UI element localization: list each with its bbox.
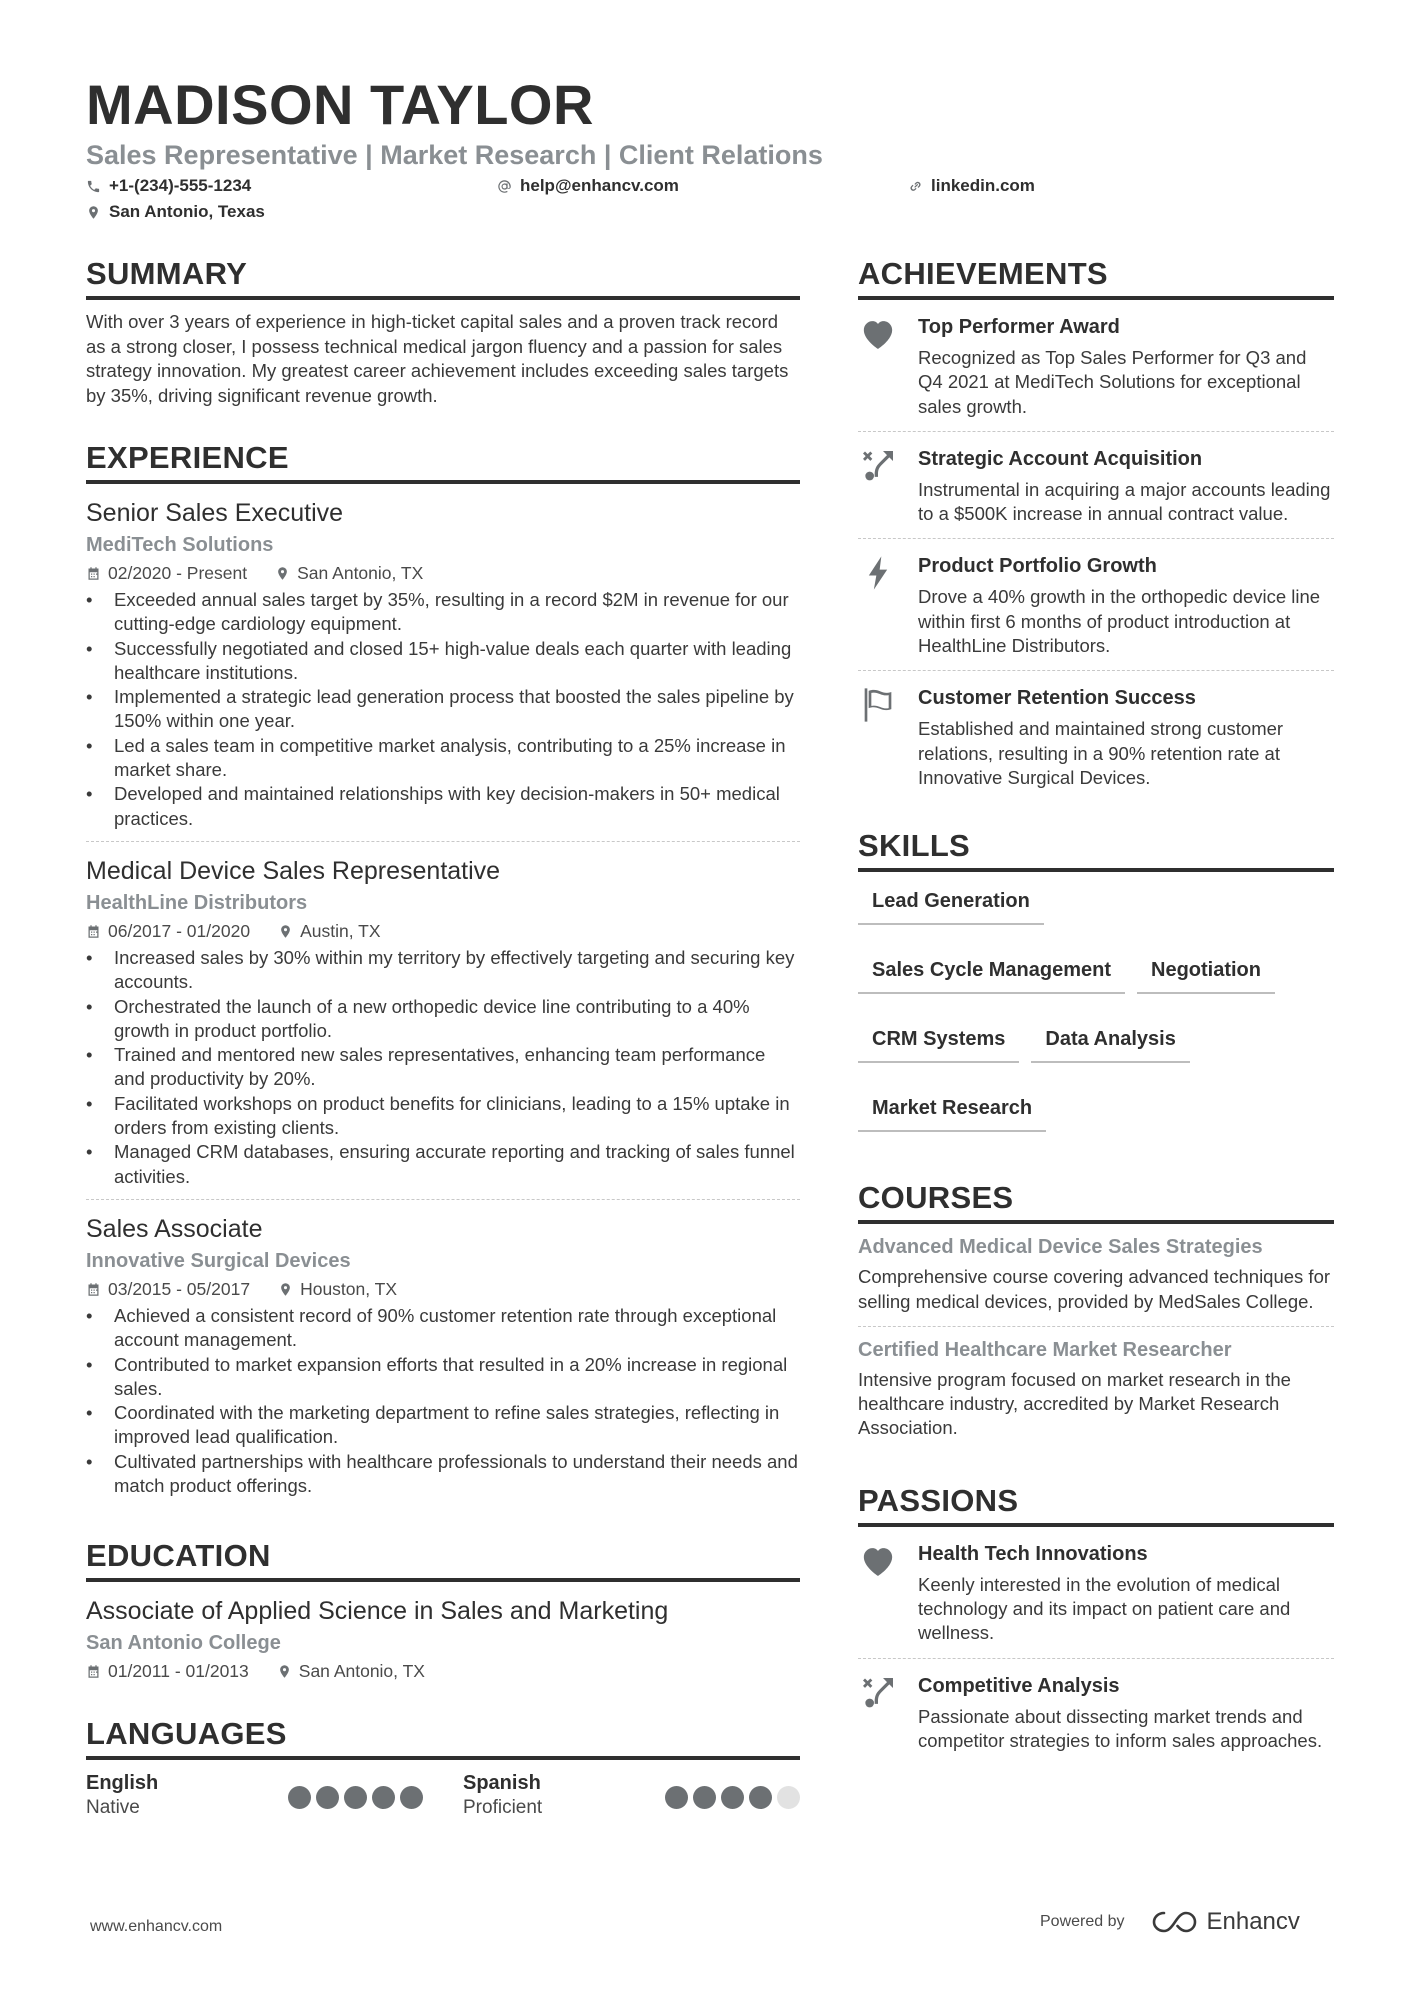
achievements-desc: Instrumental in acquiring a major accounts leading to a $500K increase in annual contract value. [918, 478, 1331, 525]
education-degree: Associate of Applied Science in Sales and Marketing [86, 1597, 669, 1626]
job-title: Senior Sales Executive [86, 499, 344, 527]
job-meta [86, 1279, 800, 1300]
location-pin-icon [277, 1664, 292, 1679]
rating-dot [316, 1786, 339, 1809]
job-entry [86, 1214, 800, 1508]
job-dates-text: 02/2020 - Present [108, 563, 248, 583]
language-list [86, 1772, 800, 1819]
education-meta [86, 1661, 800, 1682]
passion-list [858, 1527, 1334, 1765]
heart-icon [858, 314, 918, 419]
achievements-item [858, 432, 1334, 540]
powered-by-text: Powered by [1040, 1913, 1125, 1930]
course-title: Advanced Medical Device Sales Strategies [858, 1236, 1263, 1259]
course-desc: Comprehensive course covering advanced techniques for selling medical devices, provided by MedSales College. [858, 1266, 1331, 1312]
course-item [858, 1224, 1334, 1327]
job-list [86, 498, 800, 1508]
skill-tag: CRM Systems [858, 1026, 1019, 1063]
skill-tag: Lead Generation [858, 888, 1044, 925]
strategy-icon [858, 1673, 918, 1754]
course-list [858, 1224, 1334, 1452]
heart-icon [858, 1541, 918, 1646]
location-text: San Antonio, Texas [109, 202, 265, 221]
achievements-desc: Recognized as Top Sales Performer for Q3 and Q4 2021 at MediTech Solutions for exceptional sales growth. [918, 347, 1307, 417]
rating-dot [400, 1786, 423, 1809]
job-bullets [86, 1304, 800, 1498]
achievements-section [858, 256, 1334, 802]
contact-phone [86, 176, 251, 196]
passions-desc: Keenly interested in the evolution of medical technology and its impact on patient care and wellness. [918, 1573, 1291, 1644]
job-dates [86, 921, 250, 942]
job-bullet: • Developed and maintained relationships with key decision-makers in 50+ medical practices. [86, 782, 800, 831]
calendar-icon [86, 1282, 101, 1297]
job-location [278, 1279, 397, 1300]
candidate-name: MADISON TAYLOR [86, 73, 594, 136]
passions-section [858, 1483, 1334, 1765]
calendar-icon [86, 566, 101, 581]
skill-tag: Sales Cycle Management [858, 957, 1125, 994]
course-title: Certified Healthcare Market Researcher [858, 1338, 1232, 1361]
skills-title: SKILLS [858, 828, 1334, 872]
job-location [278, 921, 380, 942]
job-dates-text: 06/2017 - 01/2020 [108, 920, 251, 941]
rating-dot [344, 1786, 367, 1809]
calendar-icon [86, 1664, 101, 1679]
passions-item [858, 1527, 1334, 1659]
job-entry [86, 498, 800, 842]
phone-icon [86, 179, 101, 194]
language-level: Proficient [463, 1797, 543, 1819]
course-desc: Intensive program focused on market research in the healthcare industry, accredited by Market Research Association. [858, 1368, 1291, 1439]
languages-title: LANGUAGES [86, 1716, 800, 1760]
contact-location [86, 202, 265, 222]
achievements-title: Product Portfolio Growth [918, 555, 1157, 578]
job-bullet: • Successfully negotiated and closed 15+ high-value deals each quarter with leading healthcare institutions. [86, 637, 800, 686]
flag-icon [858, 685, 918, 790]
linkedin-link[interactable]: linkedin.com [931, 176, 1035, 195]
footer-website[interactable]: www.enhancv.com [90, 1918, 223, 1935]
achievement-list [858, 300, 1334, 802]
passions-desc: Passionate about dissecting market trends and competitor strategies to inform sales approaches. [918, 1705, 1323, 1751]
passions-title: PASSIONS [858, 1483, 1334, 1527]
contact-linkedin[interactable] [908, 176, 1035, 196]
language-name: Spanish [463, 1772, 541, 1795]
job-location-text: Houston, TX [300, 1278, 398, 1299]
job-bullet: • Achieved a consistent record of 90% customer retention rate through exceptional account management. [86, 1304, 800, 1353]
education-location-text: San Antonio, TX [298, 1661, 425, 1682]
job-meta [86, 563, 800, 584]
language-item [463, 1772, 800, 1819]
achievements-title: Strategic Account Acquisition [918, 447, 1203, 470]
achievements-item [858, 300, 1334, 432]
education-dates-text: 01/2011 - 01/2013 [108, 1661, 249, 1682]
achievements-desc: Established and maintained strong customer relations, resulting in a 90% retention rate at Innovative Surgical Devices. [918, 718, 1284, 788]
skill-list [858, 888, 1334, 1148]
rating-dot [288, 1786, 311, 1809]
job-company: MediTech Solutions [86, 534, 274, 556]
job-bullet: • Trained and mentored new sales representatives, enhancing team performance and productivity by 20%. [86, 1043, 800, 1092]
achievements-title: ACHIEVEMENTS [858, 256, 1334, 300]
location-pin-icon [278, 1282, 293, 1297]
location-pin-icon [86, 205, 101, 220]
job-bullet: • Managed CRM databases, ensuring accurate reporting and tracking of sales funnel activities. [86, 1140, 800, 1189]
passions-title: Health Tech Innovations [918, 1542, 1148, 1565]
job-bullet: • Facilitated workshops on product benefits for clinicians, leading to a 15% uptake in orders from existing clients. [86, 1092, 800, 1141]
job-bullet: • Coordinated with the marketing department to refine sales strategies, reflecting in improved lead qualification. [86, 1401, 800, 1450]
language-name: English [86, 1772, 159, 1795]
education-school: San Antonio College [86, 1632, 281, 1655]
job-bullet: • Increased sales by 30% within my territory by effectively targeting and securing key accounts. [86, 946, 800, 995]
summary-title: SUMMARY [86, 256, 800, 300]
job-title: Medical Device Sales Representative [86, 856, 501, 885]
skills-section [858, 828, 1334, 1148]
job-bullets [86, 588, 800, 831]
at-icon [497, 179, 512, 194]
link-icon [908, 179, 923, 194]
location-pin-icon [278, 924, 293, 939]
job-location [275, 563, 423, 584]
summary-text: With over 3 years of experience in high-ticket capital sales and a proven track record as a strong closer, I possess technical medical jargon fluency and a passion for sales strategy innovation. My greatest career achievement includes exceeding sales targets by 35%, driving significant revenue growth. [86, 311, 789, 406]
job-location-text: San Antonio, TX [297, 563, 424, 583]
rating-dot [372, 1786, 395, 1809]
job-bullet: • Implemented a strategic lead generation process that boosted the sales pipeline by 150% within one year. [86, 685, 800, 734]
job-title: Sales Associate [86, 1214, 263, 1243]
skill-tag: Market Research [858, 1095, 1046, 1132]
email-link[interactable]: help@enhancv.com [520, 176, 679, 195]
language-item [86, 1772, 463, 1819]
education-location [277, 1661, 425, 1682]
job-meta [86, 921, 800, 942]
right-column [858, 256, 1334, 1765]
job-bullet: • Cultivated partnerships with healthcare professionals to understand their needs and match product offerings. [86, 1450, 800, 1499]
rating-dot [721, 1786, 744, 1809]
enhancv-logo[interactable] [1151, 1908, 1300, 1936]
job-entry [86, 856, 800, 1200]
language-rating [288, 1786, 423, 1819]
achievements-title: Top Performer Award [918, 316, 1120, 338]
job-bullet: • Led a sales team in competitive market analysis, contributing to a 25% increase in market share. [86, 734, 800, 783]
location-pin-icon [275, 566, 290, 581]
course-item [858, 1327, 1334, 1453]
language-rating [665, 1786, 800, 1819]
skill-tag: Negotiation [1137, 957, 1275, 994]
summary-section [86, 256, 800, 408]
rating-dot [693, 1786, 716, 1809]
education-title: EDUCATION [86, 1538, 800, 1582]
job-bullet: • Exceeded annual sales target by 35%, resulting in a record $2M in revenue for our cutting-edge cardiology equipment. [86, 588, 800, 637]
job-dates [86, 1279, 250, 1300]
job-dates [86, 563, 247, 584]
job-location-text: Austin, TX [300, 920, 381, 941]
rating-dot [777, 1786, 800, 1809]
headline: Sales Representative | Market Research | Client Relations [86, 140, 823, 170]
passions-item [858, 1659, 1334, 1766]
contact-email[interactable] [497, 176, 679, 196]
footer-branding [1040, 1908, 1300, 1936]
achievements-title: Customer Retention Success [918, 687, 1196, 710]
job-bullet: • Orchestrated the launch of a new orthopedic device line contributing to a 40% growth in product portfolio. [86, 995, 800, 1044]
achievements-desc: Drove a 40% growth in the orthopedic device line within first 6 months of product introduction at HealthLine Distributors. [918, 586, 1321, 657]
achievements-item [858, 671, 1334, 802]
achievements-item [858, 539, 1334, 671]
education-dates [86, 1661, 249, 1682]
rating-dot [749, 1786, 772, 1809]
passions-title: Competitive Analysis [918, 1674, 1120, 1697]
language-level: Native [86, 1797, 140, 1819]
strategy-icon [858, 446, 918, 527]
calendar-icon [86, 924, 101, 939]
courses-title: COURSES [858, 1180, 1334, 1224]
education-section [86, 1538, 800, 1682]
left-column [86, 256, 800, 1819]
rating-dot [665, 1786, 688, 1809]
job-dates-text: 03/2015 - 05/2017 [108, 1278, 251, 1299]
skill-tag: Data Analysis [1031, 1026, 1189, 1063]
experience-section [86, 440, 800, 1508]
infinity-logo-icon [1151, 1909, 1199, 1935]
phone-text: +1-(234)-555-1234 [109, 176, 252, 195]
experience-title: EXPERIENCE [86, 440, 800, 484]
languages-section [86, 1716, 800, 1819]
job-company: HealthLine Distributors [86, 891, 308, 914]
job-bullet: • Contributed to market expansion efforts that resulted in a 20% increase in regional sales. [86, 1353, 800, 1402]
brand-name: Enhancv [1206, 1908, 1300, 1935]
job-bullets [86, 946, 800, 1189]
lightning-icon [858, 553, 918, 658]
job-company: Innovative Surgical Devices [86, 1249, 351, 1272]
courses-section [858, 1180, 1334, 1452]
